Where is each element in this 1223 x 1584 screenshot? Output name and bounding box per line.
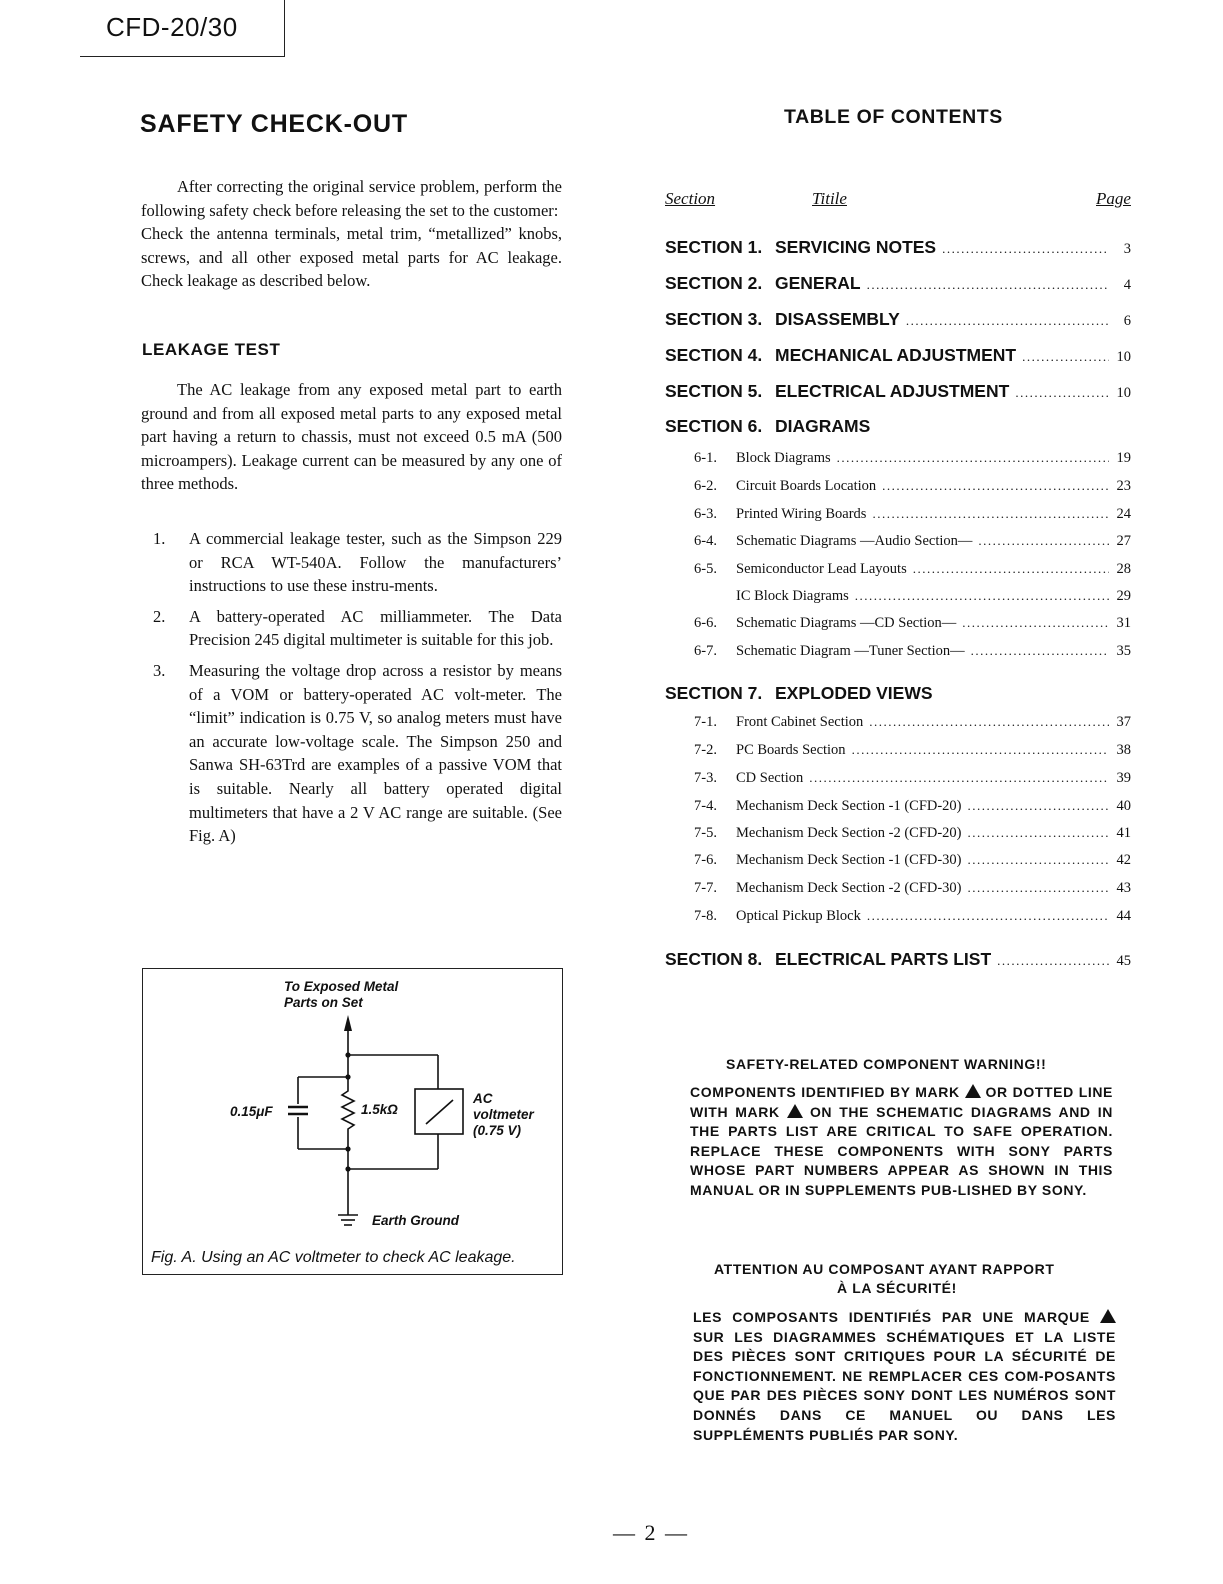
sub-page: 40 [1116,798,1131,814]
method-number: 2. [153,606,166,626]
leader-dots [867,908,1109,924]
sub-number: 7-4. [694,798,717,814]
leader-dots [852,742,1109,758]
sub-page: 19 [1116,450,1131,466]
leakage-body: The AC leakage from any exposed metal part to earth ground and from all exposed metal parts to any exposed metal part having a return to chassis, must not exceed 0.5 mA (500 microampers). Leakage current can be measured by any one of three methods. [141,380,562,494]
sub-title: PC Boards Section [736,742,846,758]
figure-a [142,968,563,1275]
sub-number: 7-2. [694,742,717,758]
leader-dots [867,277,1109,293]
toc-title: TABLE OF CONTENTS [784,106,1003,128]
sub-number: 7-8. [694,908,717,924]
leader-dots [872,506,1109,522]
warning-title: SAFETY-RELATED COMPONENT WARNING!! [726,1056,1047,1072]
figure-caption: Fig. A. Using an AC voltmeter to check AC leakage. [151,1249,516,1266]
sub-title: Printed Wiring Boards [736,506,867,522]
toc-section-row[interactable] [665,683,1131,704]
caution-triangle-icon [965,1084,981,1098]
section-title: ELECTRICAL PARTS LIST [775,949,992,969]
sub-title: Mechanism Deck Section -2 (CFD-20) [736,825,962,841]
warning-text-part: ON THE SCHEMATIC DIAGRAMS AND IN THE PARTS LIST ARE CRITICAL TO SAFE OPERATION. REPLACE THESE COMPONENTS WITH SONY PARTS WHOSE PART NUMBERS APPEAR AS SHOWN IN THIS MANUAL OR IN SUPPLEMENTS PUB-LISHED BY SONY. [690,1103,1113,1198]
safety-intro [141,175,562,293]
sub-number: 7-7. [694,880,717,896]
method-item [141,659,562,848]
section-title: SERVICING NOTES [775,237,937,257]
label-line: AC [473,1091,493,1106]
section-page: 6 [1123,313,1131,329]
leader-dots [968,798,1109,814]
section-number: SECTION 2. [665,273,763,293]
toc-col-page: Page [1096,189,1131,208]
toc-sub-row[interactable] [694,908,1131,925]
toc-col-title: Titile [812,189,847,208]
leader-dots [971,643,1109,659]
section-title: ELECTRICAL ADJUSTMENT [775,381,1010,401]
sub-number: 7-1. [694,714,717,730]
leader-dots [906,313,1109,329]
caution-triangle-icon [787,1104,803,1118]
toc-sub-row[interactable] [694,506,1131,523]
sub-page: 37 [1116,714,1131,730]
toc-section-row[interactable] [665,273,1131,294]
section-page: 10 [1116,385,1131,401]
leader-dots [962,615,1109,631]
section-title: GENERAL [775,273,861,293]
sub-page: 44 [1116,908,1131,924]
sub-number: 6-2. [694,478,717,494]
sub-number: 6-7. [694,643,717,659]
sub-number: 6-5. [694,561,717,577]
section-page: 3 [1123,241,1131,257]
section-number: SECTION 8. [665,949,763,969]
section-title: DIAGRAMS [775,416,871,436]
sub-page: 23 [1116,478,1131,494]
warning-text-part: SUR LES DIAGRAMMES SCHÉMATIQUES ET LA LISTE DES PIÈCES SONT CRITIQUES POUR LA SÉCURITÉ DE FONCTIONNEMENT. NE REMPLACER CES COM-POSANTS QUE PAR DES PIÈCES SONY DONT LES NUMÉROS SONT DONNÉS DANS CE MANUEL OU DANS LES SUPPLÉMENTS PUBLIÉS PAR SONY. [693,1328,1116,1443]
warning-title: ATTENTION AU COMPOSANT AYANT RAPPORT [714,1261,1055,1277]
sub-page: 42 [1116,852,1131,868]
leader-dots [869,714,1109,730]
leader-dots [1015,385,1109,401]
toc-section-row[interactable] [665,237,1131,258]
sub-page: 31 [1116,615,1131,631]
section-title: MECHANICAL ADJUSTMENT [775,345,1017,365]
sub-page: 28 [1116,561,1131,577]
section-number: SECTION 5. [665,381,763,401]
toc-section-row[interactable] [665,309,1131,330]
toc-sub-row[interactable] [694,450,1131,467]
sub-page: 38 [1116,742,1131,758]
sub-title: Circuit Boards Location [736,478,877,494]
caution-triangle-icon [1100,1309,1116,1323]
toc-sub-row[interactable] [694,798,1131,815]
toc-section-row[interactable] [665,345,1131,366]
leader-dots [942,241,1109,257]
method-text: A commercial leakage tester, such as the Simpson 229 or RCA WT-540A. Follow the manufacturers’ instructions to use these instru-ments. [189,529,562,596]
page-number: — 2 — [613,1520,689,1545]
leader-dots [913,561,1109,577]
intro-paragraph-2: Check the antenna terminals, metal trim, “metallized” knobs, screws, and all other exposed metal parts for AC leakage. Check leakage as described below. [141,224,562,291]
leader-dots [978,533,1109,549]
methods-list [141,527,562,855]
section-number: SECTION 4. [665,345,763,365]
intro-paragraph-1: After correcting the original service problem, perform the following safety check before releasing the set to the customer: [141,177,562,220]
section-number: SECTION 7. [665,683,763,703]
leader-dots [968,880,1109,896]
safety-title: SAFETY CHECK-OUT [140,110,408,138]
warning-text [693,1308,1116,1445]
label-line: To Exposed Metal [284,979,399,994]
section-number: SECTION 6. [665,416,763,436]
sub-number: 6-6. [694,615,717,631]
toc-section-row[interactable] [665,949,1131,970]
sub-title: Schematic Diagrams —CD Section— [736,615,957,631]
toc-sub-row[interactable] [694,852,1131,869]
section-page: 10 [1116,349,1131,365]
sub-number: 7-5. [694,825,717,841]
method-item [141,605,562,652]
leader-dots [882,478,1109,494]
toc-col-section: Section [665,189,716,208]
toc-sub-row[interactable] [694,770,1131,787]
toc-sub-row[interactable] [694,561,1131,578]
section-number: SECTION 3. [665,309,763,329]
toc-sub-row[interactable] [694,714,1131,731]
toc-sub-row[interactable] [694,478,1131,495]
sub-page: 35 [1116,643,1131,659]
leader-dots [968,852,1109,868]
leakage-heading: LEAKAGE TEST [142,340,281,359]
sub-page: 41 [1116,825,1131,841]
sub-number: 7-3. [694,770,717,786]
toc-sub-row[interactable] [694,533,1131,550]
section-title: DISASSEMBLY [775,309,900,329]
leader-dots [809,770,1109,786]
sub-title: CD Section [736,770,804,786]
sub-page: 29 [1116,588,1131,604]
sub-number: 6-3. [694,506,717,522]
leader-dots [855,588,1109,604]
label-line: voltmeter [473,1107,534,1122]
toc-sub-row[interactable] [694,825,1131,842]
toc-sub-row[interactable] [694,742,1131,759]
sub-page: 24 [1116,506,1131,522]
sub-page: 43 [1116,880,1131,896]
sub-number: 7-6. [694,852,717,868]
method-number: 3. [153,660,166,680]
section-number: SECTION 1. [665,237,763,257]
sub-page: 39 [1116,770,1131,786]
leader-dots [968,825,1109,841]
label-line: (0.75 V) [473,1123,522,1138]
warning-text-part: LES COMPOSANTS IDENTIFIÉS PAR UNE MARQUE [693,1309,1090,1325]
sub-title: Block Diagrams [736,450,831,466]
toc-sub-row[interactable] [694,643,1131,660]
sub-number: 6-1. [694,450,717,466]
toc-sub-row[interactable] [694,588,1131,605]
warning-text-part: COMPONENTS IDENTIFIED BY MARK [690,1084,960,1100]
section-page: 4 [1123,277,1131,293]
warning-text-part: OR DOTTED LINE WITH MARK [690,1084,1113,1120]
toc-sub-row[interactable] [694,615,1131,632]
warning-title: À LA SÉCURITÉ! [837,1280,957,1296]
method-text: Measuring the voltage drop across a resistor by means of a VOM or battery-operated AC volt-meter. The “limit” indication is 0.75 V, so analog meters must have an accurate low-voltage scale. The Simpson 250 and Sanwa SH-63Trd are examples of a passive VOM that is suitable. Nearly all battery operated digital multimeters that have a 2 V AC range are suitable. (See Fig. A) [189,660,562,846]
sub-title: Schematic Diagram —Tuner Section— [736,643,965,659]
method-item [141,527,562,598]
sub-title: Semiconductor Lead Layouts [736,561,907,577]
method-text: A battery-operated AC milliammeter. The Data Precision 245 digital multimeter is suitable for this job. [189,606,562,650]
capacitor-label: 0.15μF [230,1104,273,1119]
label-exposed-metal [284,979,398,1011]
sub-title: Mechanism Deck Section -1 (CFD-30) [736,852,962,868]
sub-title: Mechanism Deck Section -2 (CFD-30) [736,880,962,896]
toc-sub-row[interactable] [694,880,1131,897]
section-title: EXPLODED VIEWS [775,683,933,703]
method-number: 1. [153,529,166,548]
sub-number: 6-4. [694,533,717,549]
leader-dots [1022,349,1109,365]
toc-section-row[interactable] [665,416,1131,437]
model-header [80,0,285,57]
ground-label: Earth Ground [372,1213,459,1228]
toc-section-row[interactable] [665,381,1131,402]
sub-page: 27 [1116,533,1131,549]
model-title: CFD-20/30 [106,12,238,42]
sub-title: Optical Pickup Block [736,908,861,924]
sub-title: Front Cabinet Section [736,714,864,730]
warning-text [690,1083,1113,1201]
leader-dots [997,953,1109,969]
sub-title: Mechanism Deck Section -1 (CFD-20) [736,798,962,814]
voltmeter-label [473,1091,534,1139]
label-line: Parts on Set [284,995,363,1010]
leader-dots [837,450,1109,466]
resistor-label: 1.5kΩ [361,1102,398,1117]
section-page: 45 [1116,953,1131,969]
sub-title: Schematic Diagrams —Audio Section— [736,533,973,549]
sub-title: IC Block Diagrams [736,588,849,604]
